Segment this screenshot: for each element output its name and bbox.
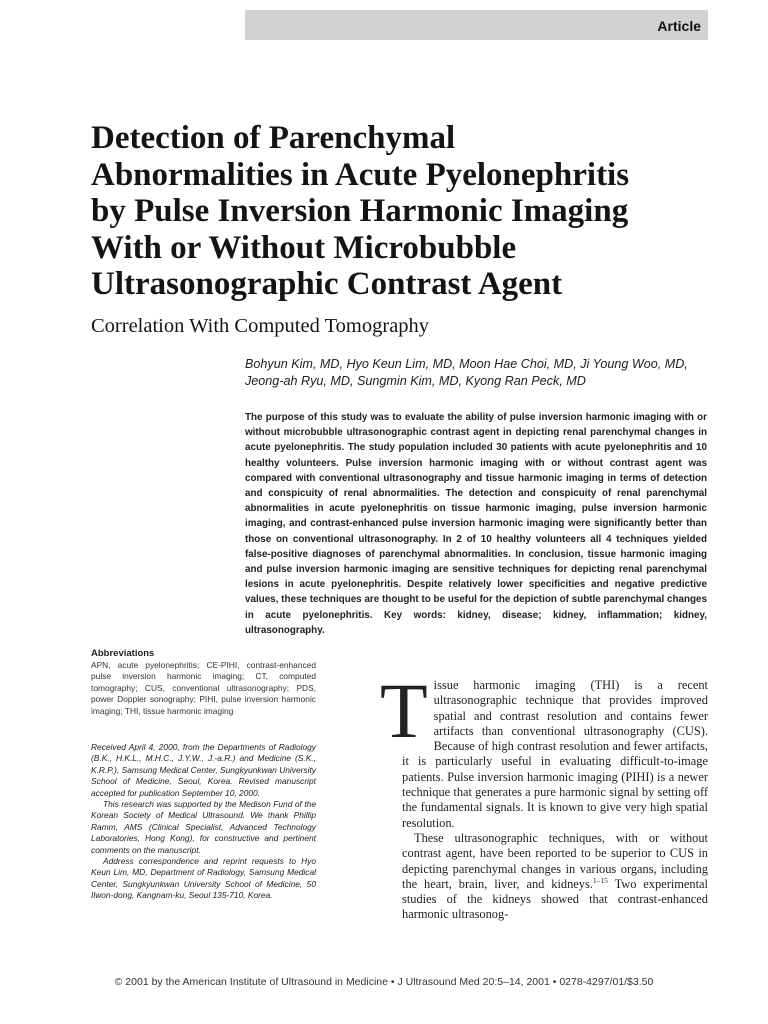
article-type-label: Article [657, 18, 701, 34]
reference-superscript[interactable]: 1–15 [592, 875, 608, 885]
received-note: Received April 4, 2000, from the Departments of Radiology (B.K., H.K.L., M.H.C., J.Y.W., J.-a.R.) and Medicine (S.K., K.R.P.), Samsung Medical Center, Sungkyunkwan University School of Medicine, Seoul, Korea. Revised manuscript accepted for publication September 10, 2000. [91, 742, 316, 798]
correspondence-note: Address correspondence and reprint requests to Hyo Keun Lim, MD, Department of Radiology, Samsung Medical Center, Sungkyunkwan University School of Medicine, 50 Ilwon-dong, Kangnam-ku, Seoul 135-710, Korea. [91, 856, 316, 901]
drop-cap: T [380, 667, 428, 754]
manuscript-notes [91, 742, 316, 902]
author-list [245, 356, 715, 390]
paper-subtitle: Correlation With Computed Tomography [91, 315, 430, 337]
paragraph-text: Two experimental studies of the kidneys showed that contrast-enhanced harmonic ultrasonog- [402, 876, 708, 922]
author-line: Jeong-ah Ryu, MD, Sungmin Kim, MD, Kyong Ran Peck, MD [245, 374, 586, 388]
body-paragraph [402, 831, 708, 923]
title-line: Ultrasonographic Contrast Agent [91, 266, 563, 302]
abbreviations-heading: Abbreviations [91, 648, 155, 659]
funding-note: This research was supported by the Medison Fund of the Korean Society of Medical Ultrasound. We thank Phillip Ramm, AMS (Clinical Specialist, Advanced Technology Laboratories, Hong Kong), for constructive and pertinent comments on the manuscript. [91, 799, 316, 855]
title-line: by Pulse Inversion Harmonic Imaging [91, 193, 629, 229]
article-type-banner [245, 10, 708, 40]
abbreviations-text: APN, acute pyelonephritis; CE-PIHI, contrast-enhanced pulse inversion harmonic imaging; CT, computed tomography; CUS, conventional ultrasonography; PDS, power Doppler sonography; PIHI, pulse inversion harmonic imaging; THI, tissue harmonic imaging [91, 660, 316, 716]
paragraph-text: issue harmonic imaging (THI) is a recent ultrasonographic technique that provides improved spatial and contrast resolution and contains fewer artifacts than conventional ultrasonography (CUS). Because of high contrast resolution and fewer artifacts, it is particularly useful in evaluating difficult-to-image patients. Pulse inversion harmonic imaging (PIHI) is a newer technique that generates a pure harmonic signal by setting off the fundamental signals. It is known to give very high spatial resolution. [402, 678, 708, 830]
body-text [380, 667, 708, 923]
paper-title [91, 120, 731, 303]
title-line: With or Without Microbubble [91, 229, 517, 266]
title-line: Abnormalities in Acute Pyelonephritis [91, 156, 630, 193]
title-line: Detection of Parenchymal [91, 120, 456, 156]
author-line: Bohyun Kim, MD, Hyo Keun Lim, MD, Moon Hae Choi, MD, Ji Young Woo, MD, [245, 357, 688, 371]
body-paragraph [380, 667, 708, 831]
paragraph-text: These ultrasonographic techniques, with or without contrast agent, have been reported to be superior to CUS in depicting parenchymal changes in various organs, including the heart, brain, liver, and kidneys. [402, 830, 708, 891]
abstract: The purpose of this study was to evaluate the ability of pulse inversion harmonic imaging with or without microbubble ultrasonographic contrast agent in depicting renal parenchymal changes in acute pyelonephritis. The study population included 30 patients with acute pyelonephritis and 10 healthy volunteers. Pulse inversion harmonic imaging with or without contrast agent was compared with conventional ultrasonography and tissue harmonic imaging in terms of detection and conspicuity of renal abnormalities. The detection and conspicuity of renal parenchymal abnormalities in acute pyelonephritis on tissue harmonic imaging, pulse inversion harmonic imaging, and contrast-enhanced pulse inversion harmonic imaging were significantly better than those on conventional ultrasonography. In 2 of 10 healthy volunteers all 4 techniques yielded false-positive diagnoses of parenchymal abnormalities. In conclusion, tissue harmonic imaging and pulse inversion harmonic imaging are sensitive techniques for depicting renal parenchymal lesions in acute pyelonephritis. Despite relatively lower specificities and negative predictive values, these techniques are thought to be useful for the depiction of subtle parenchymal changes in acute pyelonephritis. Key words: kidney, disease; kidney, inflammation; kidney, ultrasonography. [245, 412, 707, 636]
copyright-footer: © 2001 by the American Institute of Ultrasound in Medicine • J Ultrasound Med 20:5–14, 2001 • 0278-4297/01/$3.50 [114, 976, 654, 988]
